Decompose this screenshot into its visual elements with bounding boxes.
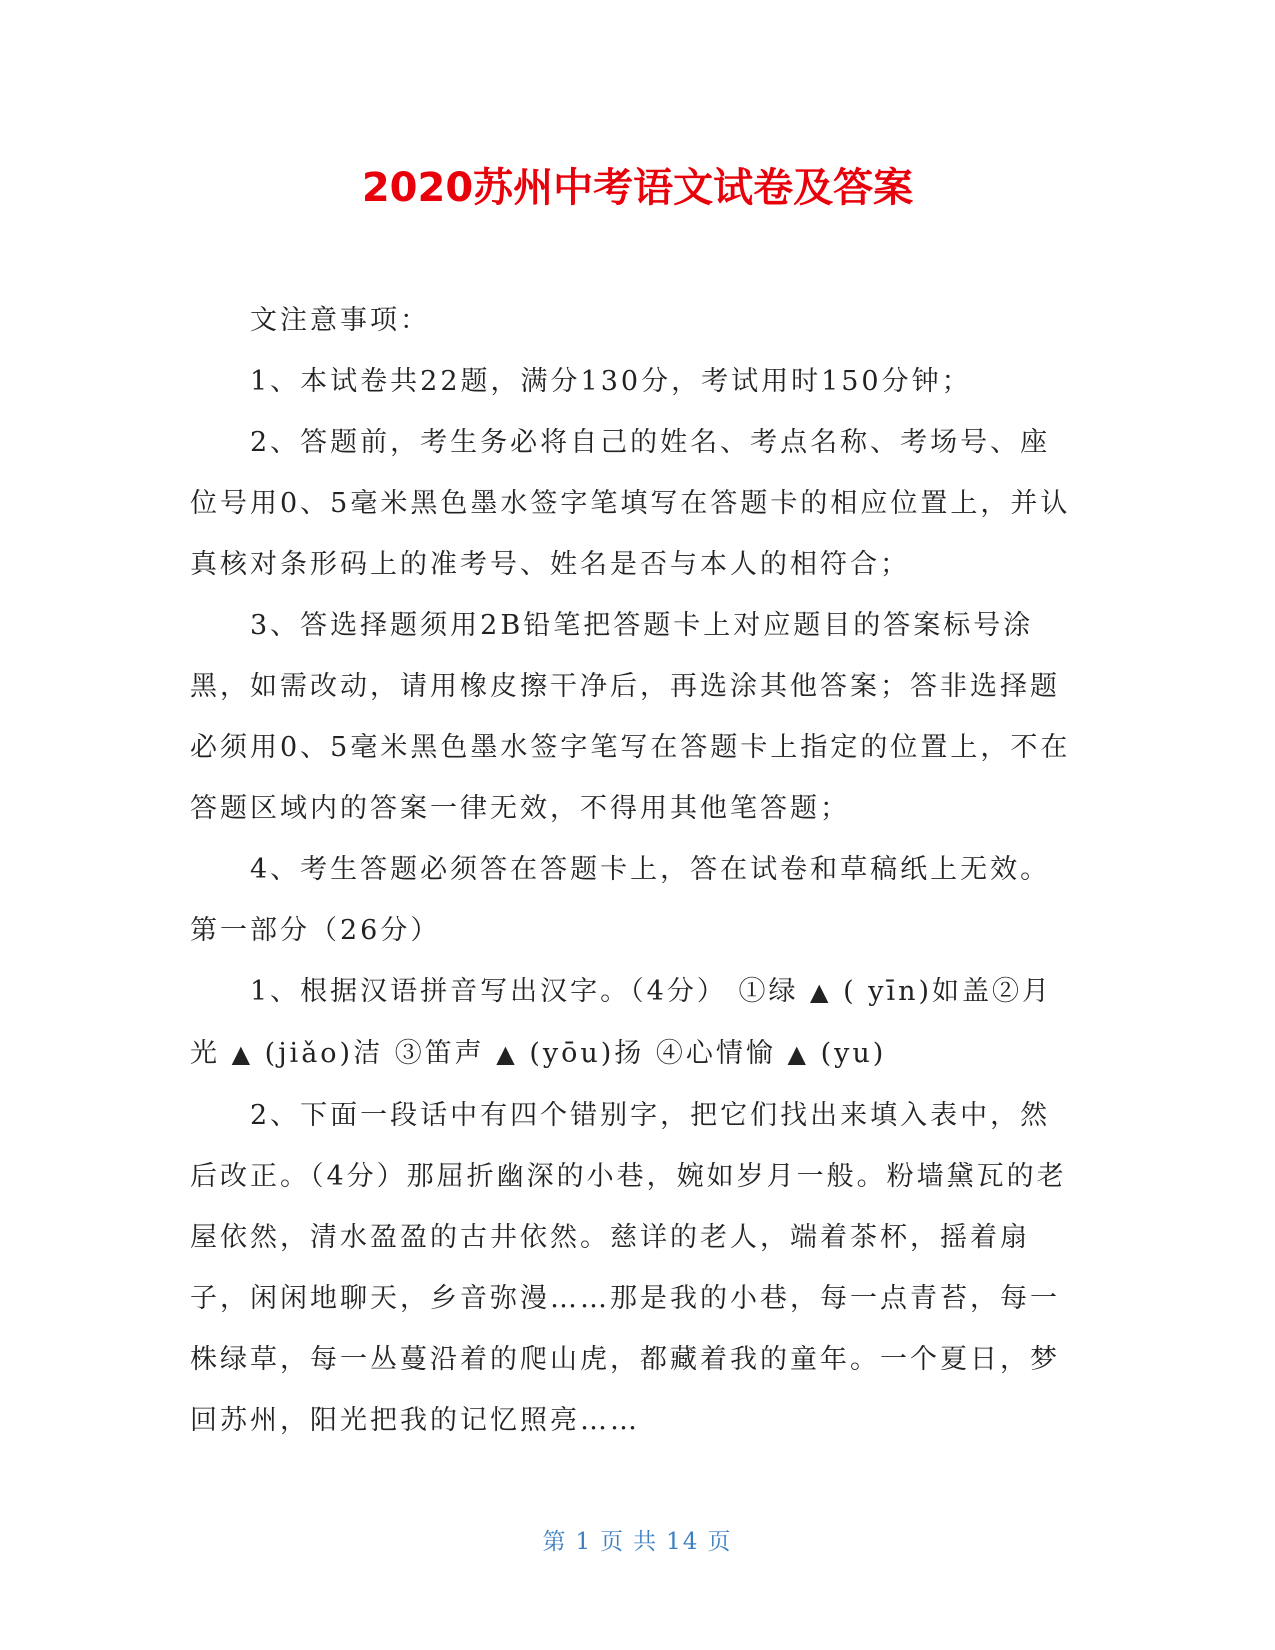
notice-item-2: 2、答题前，考生务必将自己的姓名、考点名称、考场号、座位号用0、5毫米黑色墨水签字笔填写在答题卡的相应位置上，并认真核对条形码上的准考号、姓名是否与本人的相符合； [190, 427, 1071, 580]
question-1-item-1-before: ①绿 [738, 976, 799, 1007]
total-label: 共 [633, 1529, 659, 1555]
question-2: 2、下面一段话中有四个错别字，把它们找出来填入表中，然后改正。（4分）那屈折幽深的小巷，婉如岁月一般。粉墙黛瓦的老屋依然，清水盈盈的古井依然。慈详的老人，端着茶杯，摇着扇子，闲闲地聊天，乡音弥漫……那是我的小巷，每一点青苔，每一株绿草，每一丛蔓沿着的爬山虎，都藏着我的童年。一个夏日，梦回苏州，阳光把我的记忆照亮…… [190, 1100, 1067, 1436]
document-body [190, 290, 1075, 1451]
question-1-item-4-before: ④心情愉 [655, 1038, 776, 1069]
question-1-item-1-after: ( yīn)如盖 [843, 976, 993, 1007]
notice-item-4: 4、考生答题必须答在答题卡上，答在试卷和草稿纸上无效。 [250, 854, 1051, 885]
page-title: 2020苏州中考语文试卷及答案 [361, 165, 914, 211]
question-1-item-3-before: ③笛声 [394, 1038, 485, 1069]
total-unit: 页 [707, 1529, 733, 1555]
page-number: 1 [575, 1529, 593, 1555]
page-unit: 页 [600, 1529, 626, 1555]
question-1-item-4-after: (yu) [820, 1038, 887, 1069]
question-1-item-2-after: (jiǎo)洁 [264, 1038, 384, 1069]
question-1-item-2-before: ②月光 [190, 976, 1053, 1069]
question-1-prompt: 1、根据汉语拼音写出汉字。（4分） [250, 976, 727, 1007]
part-one-heading: 第一部分（26分） [190, 915, 441, 946]
notice-item-3: 3、答选择题须用2B铅笔把答题卡上对应题目的答案标号涂黑，如需改动，请用橡皮擦干净后，再选涂其他答案；答非选择题必须用0、5毫米黑色墨水签字笔写在答题卡上指定的位置上，不在答题区域内的答案一律无效，不得用其他笔答题； [190, 610, 1071, 824]
total-pages: 14 [666, 1529, 700, 1555]
question-1 [190, 961, 1075, 1085]
blank-triangle-icon: ▲ [231, 1040, 254, 1068]
blank-triangle-icon: ▲ [496, 1040, 518, 1068]
page-label: 第 [542, 1529, 568, 1555]
blank-triangle-icon: ▲ [787, 1040, 809, 1068]
notice-heading: 文注意事项： [250, 305, 430, 336]
notice-item-1: 1、本试卷共22题，满分130分，考试用时150分钟； [250, 366, 972, 397]
page-footer [0, 1526, 1275, 1558]
blank-triangle-icon: ▲ [810, 978, 832, 1006]
question-1-item-3-after: (yōu)扬 [529, 1038, 645, 1069]
